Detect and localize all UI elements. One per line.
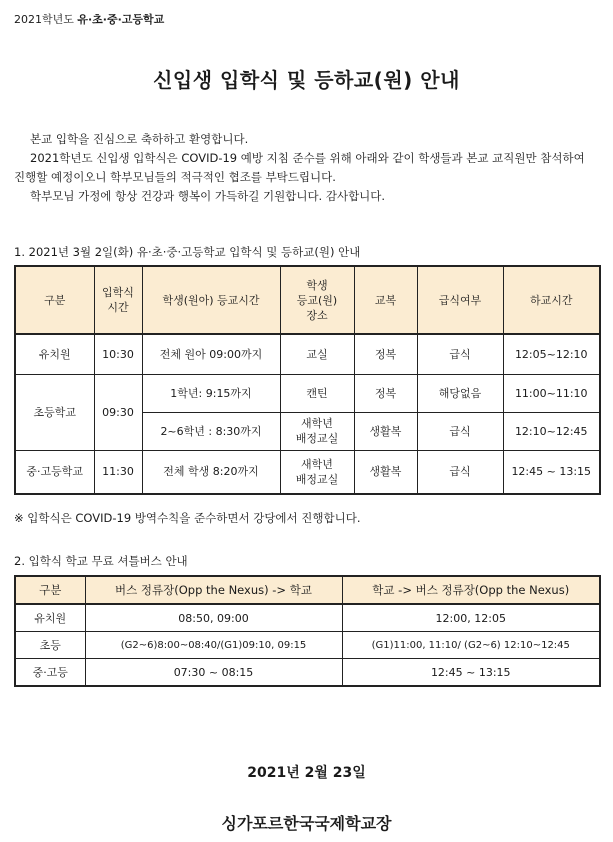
cell-division: 중·고등학교 [15,450,94,494]
cell-to-school: 07:30 ~ 08:15 [85,659,342,687]
cell-division: 중·고등 [15,659,85,687]
cell-arrival: 2~6학년 : 8:30까지 [142,412,280,450]
col-header-arrival-time: 학생(원아) 등교시간 [142,266,280,334]
header-year: 2021학년도 [14,13,74,26]
cell-division: 초등 [15,632,85,659]
cell-dismissal: 12:05~12:10 [503,334,600,374]
cell-uniform: 정복 [354,334,417,374]
col-header-ceremony-time: 입학식 시간 [94,266,142,334]
col-header-to-school: 버스 정류장(Opp the Nexus) -> 학교 [85,576,342,604]
cell-to-school: (G2~6)8:00~08:40/(G1)09:10, 09:15 [85,632,342,659]
table-row [15,334,600,374]
cell-arrival: 1학년: 9:15까지 [142,374,280,412]
col-header-place: 학생 등교(원) 장소 [280,266,354,334]
table-row [15,632,600,659]
table-header-row [15,266,600,334]
signer-name: 싱가포르한국국제학교장 [221,814,392,833]
cell-division: 초등학교 [15,374,94,450]
intro-text [14,130,599,206]
cell-from-school: (G1)11:00, 11:10/ (G2~6) 12:10~12:45 [342,632,600,659]
section2-heading: 2. 입학식 학교 무료 셔틀버스 안내 [14,554,188,568]
cell-meal: 급식 [417,412,503,450]
cell-dismissal: 11:00~11:10 [503,374,600,412]
shuttle-bus-table [14,575,601,687]
cell-meal: 해당없음 [417,374,503,412]
col-header-meal: 급식여부 [417,266,503,334]
col-header-from-school: 학교 -> 버스 정류장(Opp the Nexus) [342,576,600,604]
cell-to-school: 08:50, 09:00 [85,604,342,632]
cell-uniform: 생활복 [354,450,417,494]
admission-schedule-table [14,265,601,495]
header-school: 유·초·중·고등학교 [77,13,165,26]
cell-meal: 급식 [417,334,503,374]
table-row [15,450,600,494]
cell-uniform: 정복 [354,374,417,412]
cell-place: 캔틴 [280,374,354,412]
cell-place: 새학년 배정교실 [280,412,354,450]
header-year-line [14,11,164,27]
col-header-dismissal: 하교시간 [503,266,600,334]
cell-meal: 급식 [417,450,503,494]
cell-dismissal: 12:10~12:45 [503,412,600,450]
col-header-division: 구분 [15,266,94,334]
cell-from-school: 12:00, 12:05 [342,604,600,632]
cell-dismissal: 12:45 ~ 13:15 [503,450,600,494]
table-row [15,659,600,687]
table-row [15,604,600,632]
cell-arrival: 전체 학생 8:20까지 [142,450,280,494]
issue-date: 2021년 2월 23일 [247,765,366,781]
cell-ceremony-time: 11:30 [94,450,142,494]
table-header-row [15,576,600,604]
cell-arrival: 전체 원아 09:00까지 [142,334,280,374]
intro-line-3: 학부모님 가정에 항상 건강과 행복이 가득하길 기원합니다. 감사합니다. [30,189,386,203]
intro-line-1: 본교 입학을 진심으로 축하하고 환영합니다. [30,132,249,146]
col-header-division: 구분 [15,576,85,604]
col-header-uniform: 교복 [354,266,417,334]
section1-note: ※ 입학식은 COVID-19 방역수칙을 준수하면서 강당에서 진행합니다. [14,511,361,525]
cell-place: 새학년 배정교실 [280,450,354,494]
cell-division: 유치원 [15,334,94,374]
table-row [15,374,600,412]
cell-uniform: 생활복 [354,412,417,450]
section1-heading: 1. 2021년 3월 2일(화) 유·초·중·고등학교 입학식 및 등하교(원) 안내 [14,245,361,259]
cell-division: 유치원 [15,604,85,632]
intro-line-2: 2021학년도 신입생 입학식은 COVID-19 예방 지침 준수를 위해 아래와 같이 학생들과 본교 교직원만 참석하여 진행할 예정이오니 학부모님들의 적극적인 협조를 부탁드립니다. [14,151,585,184]
cell-from-school: 12:45 ~ 13:15 [342,659,600,687]
cell-place: 교실 [280,334,354,374]
cell-ceremony-time: 10:30 [94,334,142,374]
page-title: 신입생 입학식 및 등하교(원) 안내 [153,68,460,92]
cell-ceremony-time: 09:30 [94,374,142,450]
